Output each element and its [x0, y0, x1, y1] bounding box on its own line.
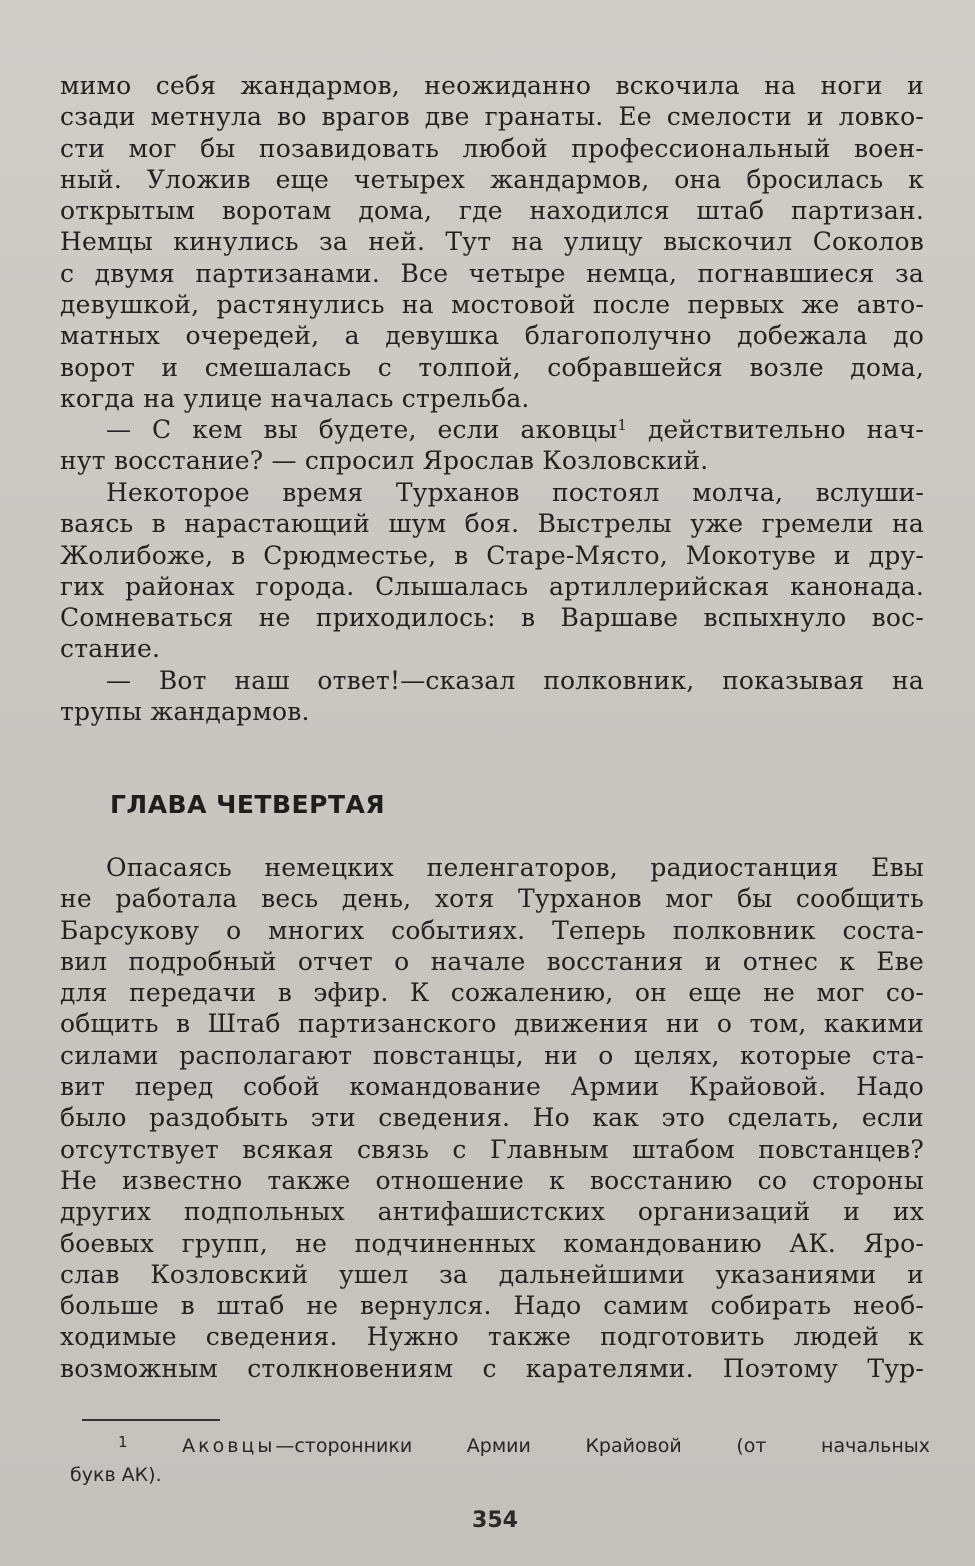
text-line: силами располагают повстанцы, ни о целях, которые ста-: [60, 1040, 924, 1070]
text-line: возможным столкновениям с карателями. Поэтому Тур-: [60, 1353, 924, 1383]
text-line: других подпольных антифашистских организаций и их: [60, 1197, 924, 1227]
text-line: — Вот наш ответ!—сказал полковник, показывая на: [106, 666, 924, 695]
text-line: открытым воротам дома, где находился штаб партизан.: [60, 196, 924, 226]
text-line: гих районах города. Слышалась артиллерийская канонада.: [60, 571, 924, 601]
text-line: для передачи в эфир. К сожалению, он еще не мог со-: [60, 978, 924, 1008]
text-line: сзади метнула во врагов две гранаты. Ее смелости и ловко-: [60, 102, 924, 132]
paragraph-chapter-opening: [60, 852, 924, 1384]
dialog-question: [60, 414, 924, 477]
paragraph-top: [60, 70, 924, 414]
text-line: Опасаясь немецких пеленгаторов, радиостанция Евы: [106, 853, 924, 882]
footnote-text: —сторонники Армии Крайовой (от начальных: [275, 1435, 930, 1457]
text-line: когда на улице началась стрельба.: [60, 383, 530, 413]
chapter-heading: ГЛАВА ЧЕТВЕРТАЯ: [110, 790, 386, 819]
text-line: Жолибоже, в Срюдместье, в Старе-Място, Мокотуве и дру-: [60, 540, 924, 570]
text-line: было раздобыть эти сведения. Но как это сделать, если: [60, 1103, 924, 1133]
text-line: нут восстание? — спросил Ярослав Козловский.: [60, 446, 709, 476]
text-fragment: — С кем вы будете, если аковцы: [106, 415, 618, 444]
footnote-line: букв АК).: [70, 1464, 162, 1486]
text-line: матных очередей, а девушка благополучно добежала до: [60, 321, 924, 351]
footnote-line: [70, 1432, 930, 1461]
text-line: мимо себя жандармов, неожиданно вскочила на ноги и: [60, 71, 924, 100]
paragraph-middle: [60, 477, 924, 665]
footnote: [70, 1432, 930, 1490]
footnote-marker: 1: [617, 416, 628, 434]
footnote-term: Аковцы: [182, 1435, 276, 1457]
text-line: ворот и смешалась с толпой, собравшейся возле дома,: [60, 352, 924, 382]
text-line: Немцы кинулись за ней. Тут на улицу выскочил Соколов: [60, 227, 924, 257]
text-line: Некоторое время Турханов постоял молча, вслуши-: [106, 478, 924, 507]
text-line: не работала весь день, хотя Турханов мог бы сообщить: [60, 884, 924, 914]
text-fragment: действительно нач-: [627, 415, 924, 444]
footnote-marker: 1: [118, 1433, 128, 1451]
text-line: общить в Штаб партизанского движения ни о том, какими: [60, 1009, 924, 1039]
text-line: Барсукову о многих событиях. Теперь полковник соста-: [60, 915, 924, 945]
text-line: отсутствует всякая связь с Главным штабом повстанцев?: [60, 1134, 924, 1164]
text-line: трупы жандармов.: [60, 697, 310, 727]
text-line: сти мог бы позавидовать любой профессиональный воен-: [60, 133, 924, 163]
dialog-answer: [60, 665, 924, 728]
text-line: вит перед собой командование Армии Крайовой. Надо: [60, 1072, 924, 1102]
page-number: 354: [472, 1508, 518, 1533]
text-line: ваясь в нарастающий шум боя. Выстрелы уже гремели на: [60, 509, 924, 539]
text-line: [60, 414, 924, 445]
text-line: ходимые сведения. Нужно также подготовить людей к: [60, 1322, 924, 1352]
text-line: вил подробный отчет о начале восстания и отнес к Еве: [60, 946, 924, 976]
text-line: слав Козловский ушел за дальнейшими указаниями и: [60, 1259, 924, 1289]
footnote-divider: [82, 1419, 220, 1421]
text-line: боевых групп, не подчиненных командованию АК. Яро-: [60, 1228, 924, 1258]
text-line: Сомневаться не приходилось: в Варшаве вспыхнуло вос-: [60, 603, 924, 633]
text-line: Не известно также отношение к восстанию со стороны: [60, 1165, 924, 1195]
text-line: больше в штаб не вернулся. Надо самим собирать необ-: [60, 1291, 924, 1321]
text-line: девушкой, растянулись на мостовой после первых же авто-: [60, 290, 924, 320]
text-line: стание.: [60, 634, 161, 664]
text-line: ный. Уложив еще четырех жандармов, она бросилась к: [60, 164, 924, 194]
text-line: с двумя партизанами. Все четыре немца, погнавшиеся за: [60, 258, 924, 288]
